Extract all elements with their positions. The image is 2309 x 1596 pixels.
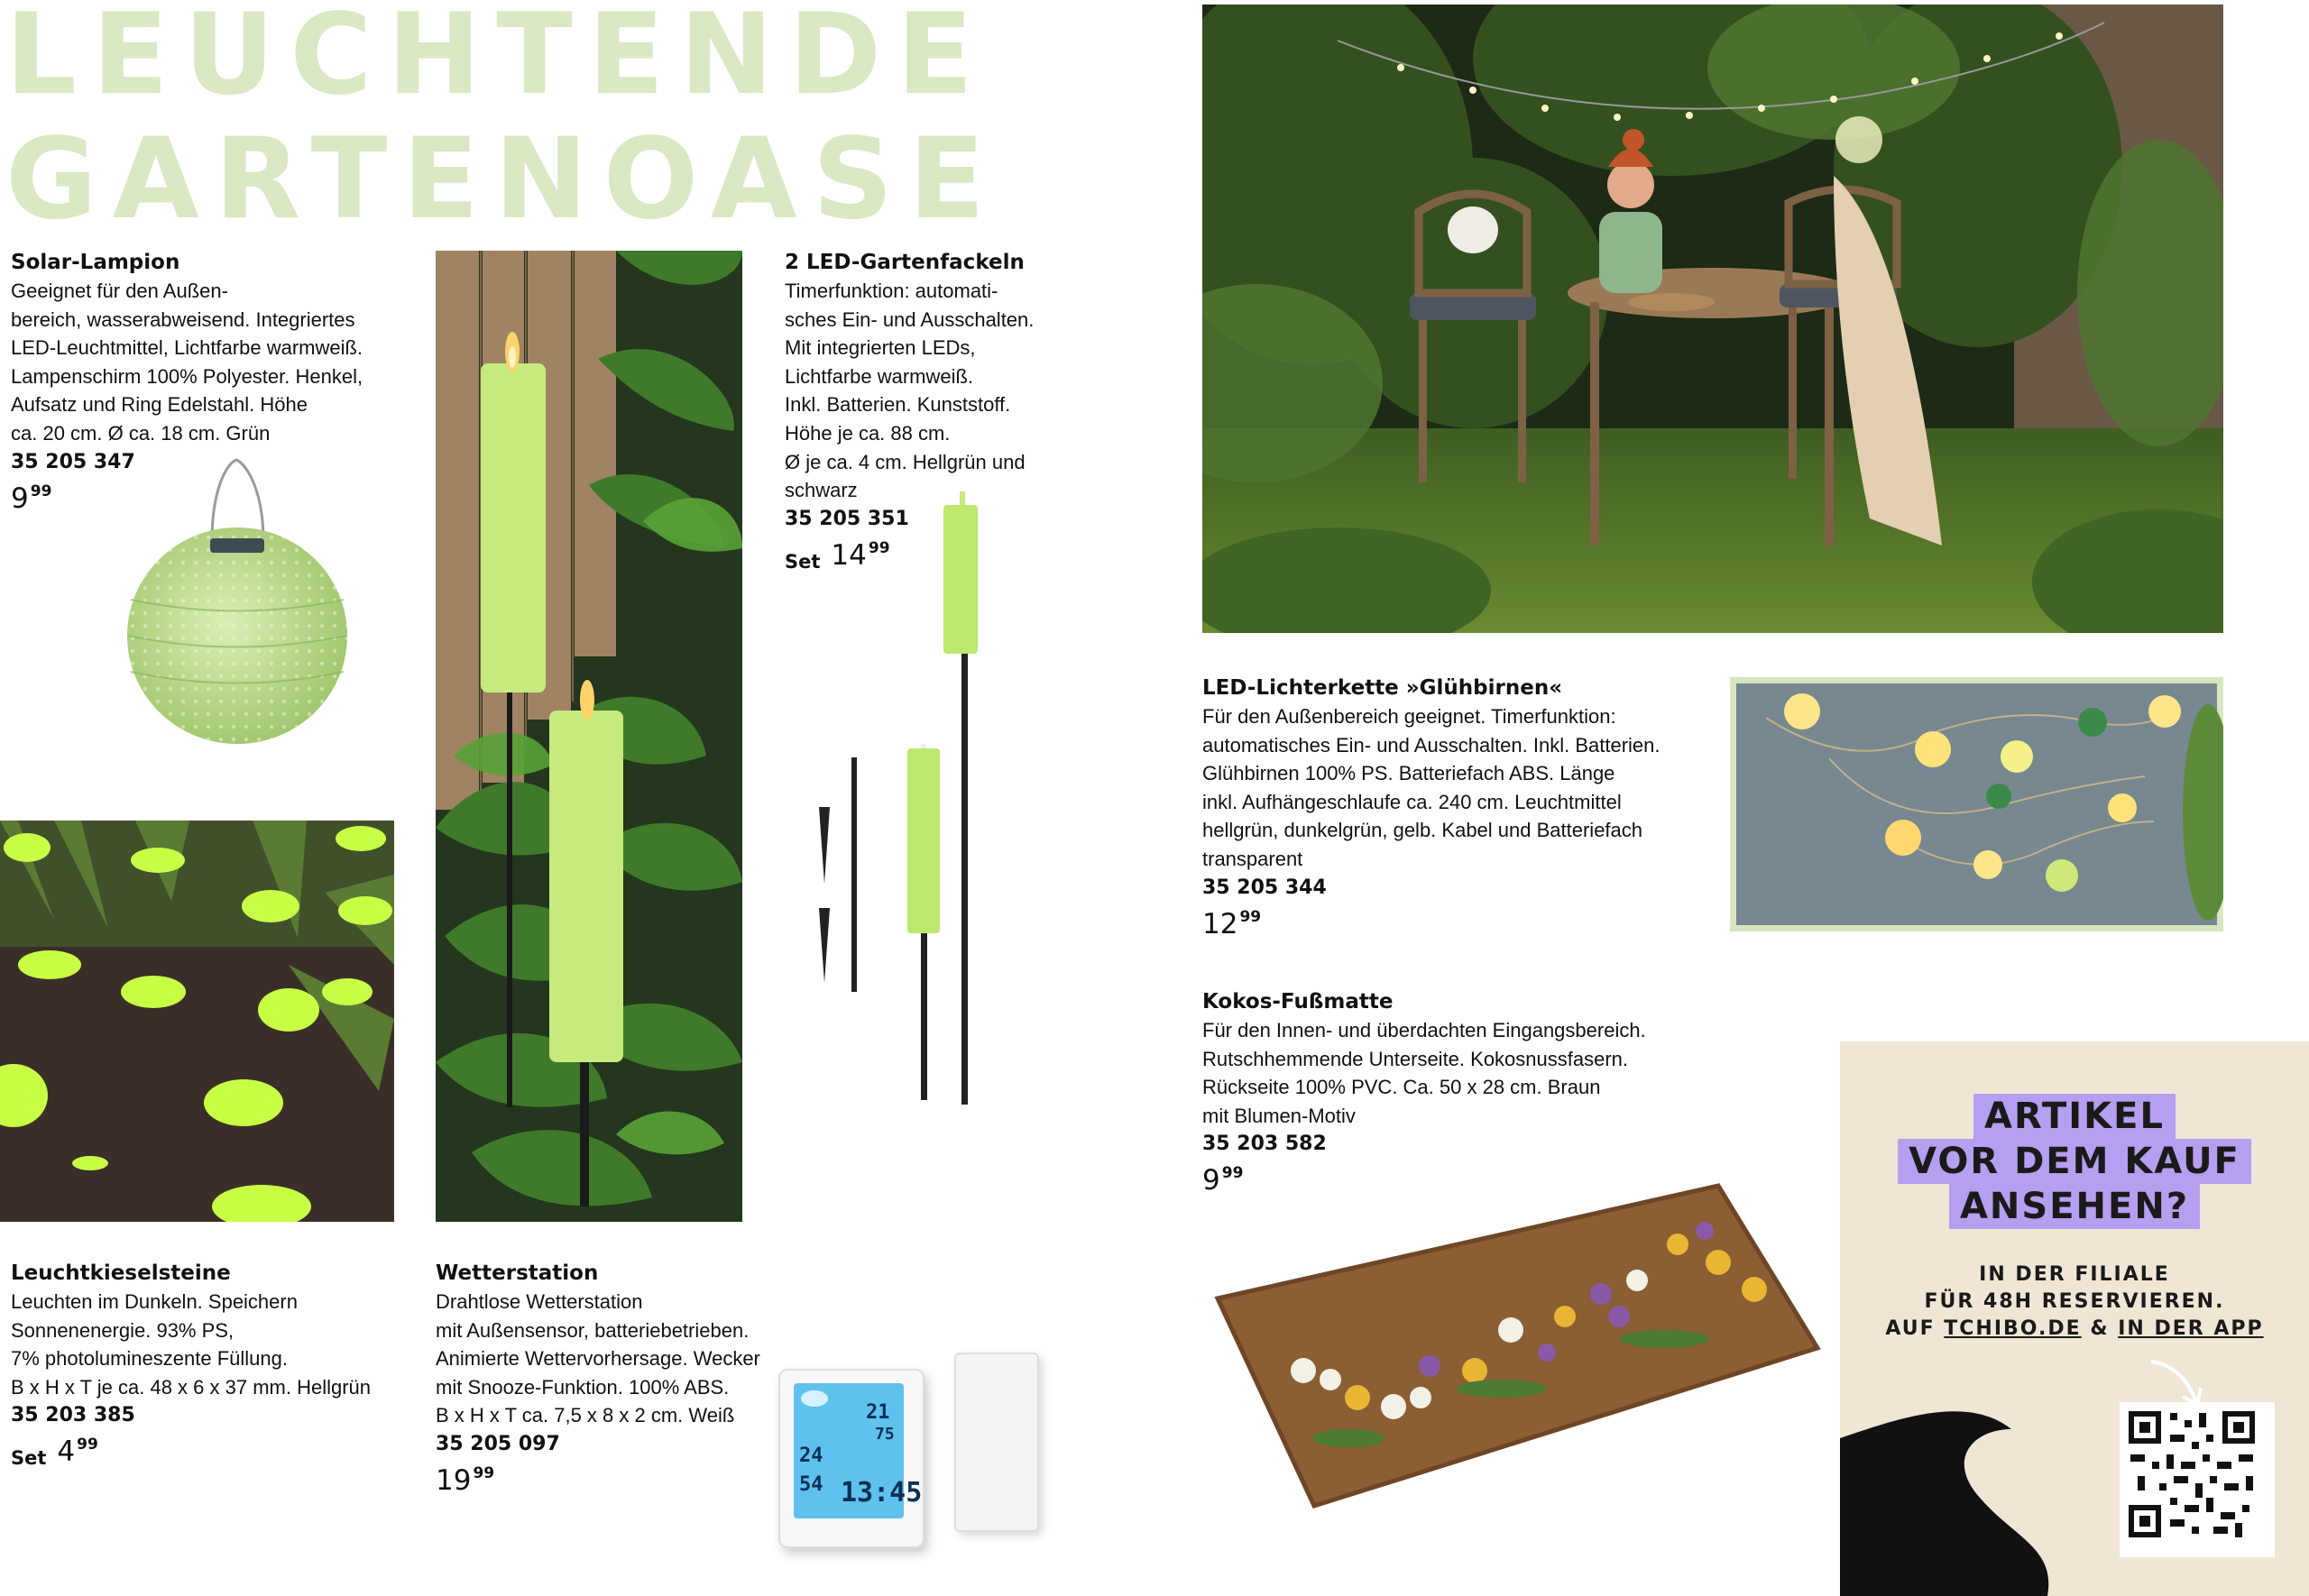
price-main: 12 [1202, 907, 1238, 940]
product-name: Leuchtkieselsteine [11, 1261, 231, 1285]
cta-line-2: VOR DEM KAUF [1898, 1139, 2251, 1184]
price-set-label: Set [11, 1447, 47, 1470]
product-name: LED-Lichterkette »Glühbirnen« [1202, 676, 1563, 700]
price-main: 9 [1202, 1164, 1220, 1197]
price-cents: 99 [1221, 1164, 1244, 1183]
cta-line-1: ARTIKEL [1973, 1094, 2176, 1139]
product-name: 2 LED-Gartenfackeln [785, 251, 1025, 274]
doormat-image [1213, 1181, 1826, 1515]
product-name: Kokos-Fußmatte [1202, 990, 1394, 1014]
cta-sub-1: IN DER FILIALE [1979, 1263, 2170, 1286]
app-link[interactable]: IN DER APP [2118, 1317, 2264, 1340]
torch-garden-photo [436, 251, 742, 1222]
cta-sub-3: AUF TCHIBO.DE & IN DER APP [1885, 1317, 2264, 1340]
product-description: Leuchten im Dunkeln. Speichern Sonnenenergie. 93% PS, 7% photolumineszente Füllung. B x H x T je ca. 48 x 6 x 37 mm. Hellgrün [11, 1290, 372, 1399]
price-main: 4 [57, 1435, 76, 1469]
product-kokos-fussmatte [1202, 987, 1707, 1197]
product-sku: 35 203 582 [1202, 1133, 1327, 1156]
price-main: 9 [11, 482, 29, 515]
display-time: 13:45 [841, 1477, 923, 1509]
product-description: Timerfunktion: automati- sches Ein- und Ausschalten. Mit integrierten LEDs, Lichtfarbe warmweiß. Inkl. Batterien. Kunststoff. Höhe je ca. 88 cm. Ø je ca. 4 cm. Hellgrün und schwarz [785, 280, 1035, 502]
product-name: Wetterstation [436, 1261, 599, 1285]
product-wetterstation [436, 1259, 814, 1497]
qr-code[interactable] [2120, 1402, 2275, 1557]
price-cents: 99 [1239, 907, 1262, 926]
product-sku: 35 205 097 [436, 1432, 560, 1455]
display-temp-in: 24 [799, 1445, 823, 1467]
price-cents: 99 [30, 482, 52, 500]
lantern-image [126, 455, 370, 762]
display-humidity-in: 54 [799, 1473, 823, 1496]
title-line-1: LEUCHTENDE [5, 0, 989, 120]
product-price [11, 1435, 426, 1469]
title-line-2: GARTENOASE [5, 115, 1000, 244]
reservation-promo-box [1840, 1041, 2309, 1596]
product-description: Für den Innen- und überdachten Eingangsbereich. Rutschhemmende Unterseite. Kokosnussfasern. Rückseite 100% PVC. Ca. 50 x 28 cm. Braun mit Blumen-Motiv [1202, 1019, 1646, 1127]
weather-station-image [774, 1353, 1053, 1555]
product-leuchtkieselsteine [11, 1259, 426, 1469]
price-cents: 99 [868, 538, 890, 557]
product-led-lichterkette [1202, 674, 1707, 940]
pebbles-photo [0, 821, 394, 1222]
product-sku: 35 205 347 [11, 450, 135, 473]
product-description: Drahtlose Wetterstation mit Außensensor, batteriebetrieben. Animierte Wettervorhersage. Wecker mit Snooze-Funktion. 100% ABS. B x H x T ca. 7,5 x 8 x 2 cm. Weiß [436, 1290, 760, 1427]
page-title [5, 0, 1000, 242]
product-sku: 35 203 385 [11, 1404, 135, 1427]
price-set-label: Set [785, 550, 821, 573]
product-sku: 35 205 351 [785, 507, 909, 530]
cta-sub-2: FÜR 48H RESERVIEREN. [1924, 1290, 2225, 1313]
cta-line-3: ANSEHEN? [1949, 1184, 2200, 1229]
product-name: Solar-Lampion [11, 251, 180, 274]
weather-display [794, 1383, 923, 1518]
product-price [1202, 908, 1707, 940]
light-chain-photo [1730, 677, 2223, 931]
qr-code-icon [2125, 1408, 2258, 1541]
product-description: Für den Außenbereich geeignet. Timerfunktion: automatisches Ein- und Ausschalten. Inkl. Batterien. Glühbirnen 100% PS. Batteriefach ABS. Länge inkl. Aufhängeschlaufe ca. 240 cm. Leuchtmittel hellgrün, dunkelgrün, gelb. Kabel und Batteriefach transparent [1202, 705, 1660, 870]
garden-scene-photo [1202, 5, 2223, 633]
price-main: 19 [436, 1463, 472, 1497]
price-main: 14 [831, 538, 867, 572]
display-humidity-out: 75 [875, 1425, 895, 1444]
swirl-logo-icon [1840, 1402, 2074, 1596]
product-sku: 35 205 344 [1202, 876, 1327, 899]
tchibo-link[interactable]: TCHIBO.DE [1944, 1317, 2082, 1340]
display-temp-out: 21 [866, 1401, 890, 1424]
product-description: Geeignet für den Außen- bereich, wasserabweisend. Integriertes LED-Leuchtmittel, Lichtfarbe warmweiß. Lampenschirm 100% Polyester. Henkel, Aufsatz und Ring Edelstahl. Höhe ca. 20 cm. Ø ca. 18 cm. Grün [11, 280, 363, 445]
price-cents: 99 [473, 1463, 495, 1482]
price-cents: 99 [77, 1435, 98, 1454]
product-price [436, 1464, 814, 1497]
torches-product-image [803, 491, 1019, 1114]
